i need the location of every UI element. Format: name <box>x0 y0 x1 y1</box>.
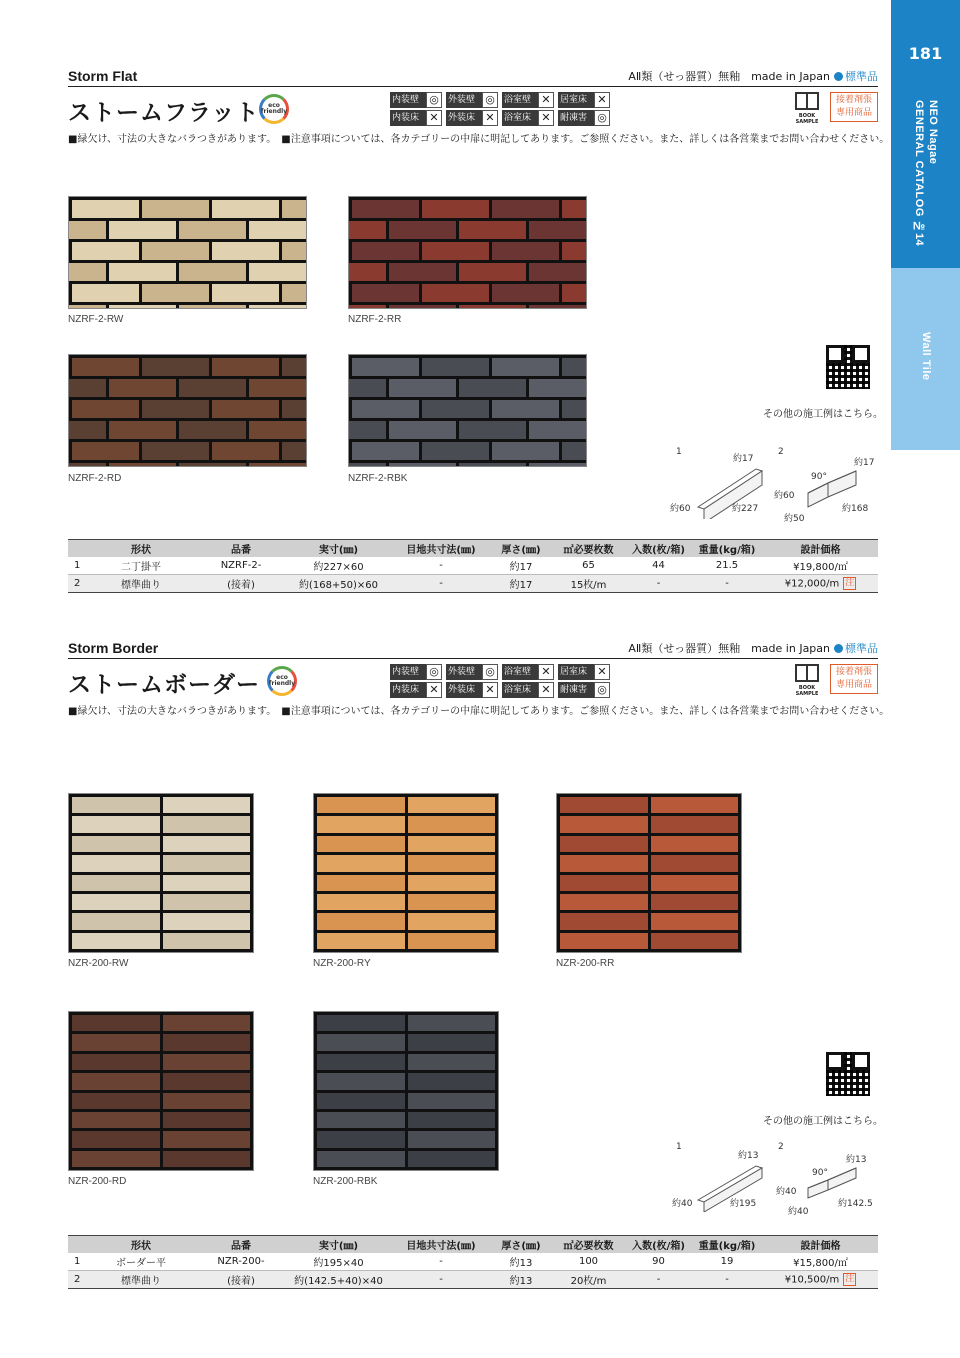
tile-swatch <box>556 793 742 953</box>
border-tile-piece <box>317 1093 405 1109</box>
brick <box>352 284 419 302</box>
usage-item: 内装壁 ◎ <box>390 664 443 680</box>
brick <box>348 463 386 467</box>
tile-code: NZRF-2-RW <box>68 314 124 325</box>
border-tile-piece <box>408 1151 496 1167</box>
brick <box>529 421 588 439</box>
brick <box>389 421 456 439</box>
usage-item: 外装壁 ◎ <box>446 664 499 680</box>
border-tile-piece <box>408 836 496 852</box>
brick <box>282 284 307 302</box>
brick <box>249 263 308 281</box>
brick <box>492 442 559 460</box>
brick <box>389 263 456 281</box>
border-tile-piece <box>317 797 405 813</box>
brick <box>109 463 176 467</box>
border-tile-piece <box>72 1131 160 1147</box>
border-tile-piece <box>72 855 160 871</box>
border-tile-piece <box>72 816 160 832</box>
title-rule <box>68 658 878 659</box>
border-tile-piece <box>163 875 251 891</box>
tile-code: NZRF-2-RD <box>68 473 122 484</box>
brick <box>72 200 139 218</box>
brick <box>529 221 588 239</box>
border-tile-piece <box>317 1112 405 1128</box>
border-tile-piece <box>317 894 405 910</box>
border-tile-piece <box>408 1093 496 1109</box>
brick <box>282 242 307 260</box>
sidebar-category-tab[interactable] <box>891 268 960 450</box>
border-tile-piece <box>163 855 251 871</box>
tile-code: NZRF-2-RR <box>348 314 402 325</box>
brick <box>492 242 559 260</box>
brick <box>109 263 176 281</box>
brick <box>142 442 209 460</box>
qr-note: その他の施工例はこちら。 <box>763 1116 883 1127</box>
brick <box>562 400 587 418</box>
brick <box>109 379 176 397</box>
border-tile-piece <box>72 1112 160 1128</box>
product-jp-title: ストームフラット <box>68 100 260 126</box>
border-tile-piece <box>163 816 251 832</box>
border-tile-piece <box>163 894 251 910</box>
table-row: 1 ボーダー平 NZR-200- 約195×40 - 約13 100 90 19 ¥15,800/㎡ <box>68 1253 878 1271</box>
border-tile-piece <box>651 816 739 832</box>
border-tile-piece <box>408 894 496 910</box>
border-tile-piece <box>317 933 405 949</box>
shape-diagram: 1 2 約17 約60 約227 約17 90° 約60 約168 約50 <box>670 447 875 524</box>
note-mark-icon: 注 <box>845 1274 855 1284</box>
brick <box>352 358 419 376</box>
border-tile-piece <box>651 894 739 910</box>
tile-swatch <box>313 793 499 953</box>
brick <box>459 379 526 397</box>
product-en-title: Storm Border <box>68 640 159 656</box>
brick <box>562 200 587 218</box>
border-tile-piece <box>163 1034 251 1050</box>
sidebar-catalog-tab <box>891 0 960 268</box>
tile-swatch <box>68 1011 254 1171</box>
border-tile-piece <box>317 836 405 852</box>
border-tile-piece <box>408 1054 496 1070</box>
product-note: ■緑欠け、寸法の大きなバラつきがあります。 ■注意事項については、各カテゴリーの中扉に明記してあります。ご参照ください。また、詳しくは各営業までお問い合わせください。 <box>68 706 890 717</box>
border-tile-piece <box>560 816 648 832</box>
border-tile-piece <box>408 816 496 832</box>
brick <box>179 305 246 309</box>
standard-dot-icon <box>834 72 843 81</box>
brick <box>282 442 307 460</box>
brick <box>348 305 386 309</box>
tile-swatch <box>348 196 587 309</box>
usage-item: 耐凍害 ◎ <box>558 110 611 126</box>
brick <box>529 463 588 467</box>
brick <box>459 263 526 281</box>
qr-code-icon[interactable] <box>826 345 870 389</box>
border-tile-piece <box>651 913 739 929</box>
border-tile-piece <box>163 1073 251 1089</box>
brick <box>109 421 176 439</box>
border-tile-piece <box>651 797 739 813</box>
brick <box>68 305 106 309</box>
brick <box>142 200 209 218</box>
brick <box>68 379 106 397</box>
brick <box>212 284 279 302</box>
tile-swatch <box>348 354 587 467</box>
border-tile-piece <box>317 913 405 929</box>
brick <box>562 442 587 460</box>
border-tile-piece <box>163 1151 251 1167</box>
border-tile-piece <box>560 855 648 871</box>
border-tile-piece <box>560 875 648 891</box>
brick <box>142 400 209 418</box>
brick <box>562 242 587 260</box>
table-row: 2 標準曲り (接着) 約(168+50)×60 - 約17 15枚/m - - ¥12,000/m 注 <box>68 575 878 593</box>
eco-friendly-icon: eco friendly <box>259 94 289 124</box>
border-tile-piece <box>163 1093 251 1109</box>
adhesive-only-badge: 接着剤張 専用商品 <box>830 92 878 122</box>
brick <box>422 200 489 218</box>
border-tile-piece <box>560 894 648 910</box>
border-tile-piece <box>163 1131 251 1147</box>
brick <box>459 305 526 309</box>
usage-item: 浴室床 ✕ <box>502 110 555 126</box>
brick <box>179 463 246 467</box>
brick <box>72 242 139 260</box>
table-row: 2 標準曲り (接着) 約(142.5+40)×40 - 約13 20枚/m - - ¥10,500/m 注 <box>68 1271 878 1289</box>
standard-dot-icon <box>834 644 843 653</box>
border-tile-piece <box>72 875 160 891</box>
border-tile-piece <box>72 1093 160 1109</box>
brick <box>282 400 307 418</box>
brick <box>492 200 559 218</box>
border-tile-piece <box>72 1151 160 1167</box>
border-tile-piece <box>651 933 739 949</box>
spec-table <box>68 1235 878 1289</box>
brick <box>389 305 456 309</box>
brick <box>529 305 588 309</box>
border-tile-piece <box>317 1151 405 1167</box>
usage-item: 外装壁 ◎ <box>446 92 499 108</box>
usage-item: 浴室壁 ✕ <box>502 664 555 680</box>
section-storm-border <box>68 640 890 730</box>
page-number: 181 <box>908 44 943 63</box>
border-tile-piece <box>408 1073 496 1089</box>
usage-item: 浴室壁 ✕ <box>502 92 555 108</box>
table-header-row: 形状 品番 実寸(㎜) 目地共寸法(㎜) 厚さ(㎜) ㎡必要枚数 入数(枚/箱) 重量(kg/箱) 設計価格 <box>68 1236 878 1253</box>
usage-grid <box>390 92 611 126</box>
brick <box>212 442 279 460</box>
border-tile-piece <box>408 1034 496 1050</box>
brick <box>68 421 106 439</box>
table-row: 1 二丁掛平 NZRF-2- 約227×60 - 約17 65 44 21.5 ¥19,800/㎡ <box>68 557 878 575</box>
brick <box>389 379 456 397</box>
spec-table <box>68 539 878 593</box>
product-en-title: Storm Flat <box>68 68 138 84</box>
brick <box>142 242 209 260</box>
usage-grid <box>390 664 611 698</box>
border-tile-piece <box>72 836 160 852</box>
adhesive-only-badge: 接着剤張 専用商品 <box>830 664 878 694</box>
table-header-row: 形状 品番 実寸(㎜) 目地共寸法(㎜) 厚さ(㎜) ㎡必要枚数 入数(枚/箱) 重量(kg/箱) 設計価格 <box>68 540 878 557</box>
border-tile-piece <box>317 1131 405 1147</box>
brick <box>212 200 279 218</box>
brick <box>72 284 139 302</box>
border-tile-piece <box>163 1112 251 1128</box>
border-tile-piece <box>163 913 251 929</box>
border-tile-piece <box>560 836 648 852</box>
brick <box>179 263 246 281</box>
brick <box>179 379 246 397</box>
border-tile-piece <box>560 913 648 929</box>
brick <box>422 284 489 302</box>
brick <box>282 358 307 376</box>
qr-note: その他の施工例はこちら。 <box>763 409 883 420</box>
brick <box>492 284 559 302</box>
brick <box>562 284 587 302</box>
brick <box>529 263 588 281</box>
border-tile-piece <box>317 875 405 891</box>
brick <box>72 442 139 460</box>
border-tile-piece <box>72 1015 160 1031</box>
product-note: ■緑欠け、寸法の大きなバラつきがあります。 ■注意事項については、各カテゴリーの中扉に明記してあります。ご参照ください。また、詳しくは各営業までお問い合わせください。 <box>68 134 890 145</box>
brick <box>249 221 308 239</box>
brick <box>68 221 106 239</box>
brick <box>389 463 456 467</box>
border-tile-piece <box>163 1054 251 1070</box>
shape-diagram: 1 2 約13 約40 約195 約13 90° 約40 約142.5 約40 <box>672 1142 873 1217</box>
border-tile-piece <box>408 1112 496 1128</box>
book-sample-icon: BOOK SAMPLE <box>789 664 825 696</box>
brick <box>422 400 489 418</box>
border-tile-piece <box>163 933 251 949</box>
border-tile-piece <box>72 797 160 813</box>
tile-code: NZRF-2-RBK <box>348 473 408 484</box>
border-tile-piece <box>72 913 160 929</box>
border-tile-piece <box>72 1073 160 1089</box>
border-tile-piece <box>651 875 739 891</box>
border-tile-piece <box>163 797 251 813</box>
tile-swatch <box>68 793 254 953</box>
brick <box>492 400 559 418</box>
brick <box>348 379 386 397</box>
product-spec: AⅡ類（せっ器質）無釉 made in Japan <box>628 70 830 83</box>
brick <box>422 358 489 376</box>
border-tile-piece <box>408 1131 496 1147</box>
usage-item: 内装壁 ◎ <box>390 92 443 108</box>
product-spec: AⅡ類（せっ器質）無釉 made in Japan <box>628 642 830 655</box>
border-tile-piece <box>408 855 496 871</box>
brick <box>352 442 419 460</box>
usage-item: 居室床 ✕ <box>558 664 611 680</box>
brick <box>492 358 559 376</box>
brick <box>352 400 419 418</box>
usage-item: 浴室床 ✕ <box>502 682 555 698</box>
tile-swatch <box>313 1011 499 1171</box>
tile-code: NZR-200-RD <box>68 1176 127 1187</box>
tile-code: NZR-200-RY <box>313 958 371 969</box>
brick <box>212 358 279 376</box>
catalog-name: NEO Nagae <box>927 100 939 165</box>
border-tile-piece <box>163 836 251 852</box>
brick <box>68 263 106 281</box>
tile-code: NZR-200-RBK <box>313 1176 378 1187</box>
border-tile-piece <box>317 816 405 832</box>
brick <box>249 305 308 309</box>
brick <box>348 421 386 439</box>
usage-item: 外装床 ✕ <box>446 110 499 126</box>
brick <box>249 421 308 439</box>
usage-item: 外装床 ✕ <box>446 682 499 698</box>
brick <box>179 221 246 239</box>
brick <box>389 221 456 239</box>
brick <box>68 463 106 467</box>
brick <box>72 358 139 376</box>
border-tile-piece <box>72 1054 160 1070</box>
border-tile-piece <box>163 1015 251 1031</box>
brick <box>422 242 489 260</box>
brick <box>249 379 308 397</box>
brick <box>212 242 279 260</box>
tile-swatch <box>68 196 307 309</box>
brick <box>348 221 386 239</box>
brick <box>459 463 526 467</box>
border-tile-piece <box>408 797 496 813</box>
product-meta <box>628 640 878 656</box>
brick <box>72 400 139 418</box>
border-tile-piece <box>72 1034 160 1050</box>
brick <box>562 358 587 376</box>
tile-code: NZR-200-RR <box>556 958 615 969</box>
standard-label: 標準品 <box>845 70 878 83</box>
border-tile-piece <box>317 855 405 871</box>
brick <box>212 400 279 418</box>
brick <box>529 379 588 397</box>
tile-code: NZR-200-RW <box>68 958 129 969</box>
catalog-sidebar <box>891 0 960 450</box>
brick <box>109 221 176 239</box>
section-storm-flat <box>68 68 890 158</box>
brick <box>142 284 209 302</box>
border-tile-piece <box>317 1034 405 1050</box>
border-tile-piece <box>72 894 160 910</box>
brick <box>249 463 308 467</box>
border-tile-piece <box>560 933 648 949</box>
border-tile-piece <box>408 875 496 891</box>
brick <box>179 421 246 439</box>
brick <box>422 442 489 460</box>
brick <box>352 242 419 260</box>
border-tile-piece <box>408 1015 496 1031</box>
standard-label: 標準品 <box>845 642 878 655</box>
border-tile-piece <box>317 1054 405 1070</box>
border-tile-piece <box>317 1073 405 1089</box>
border-tile-piece <box>408 913 496 929</box>
title-rule <box>68 86 878 87</box>
catalog-number: GENERAL CATALOG №14 <box>913 100 925 247</box>
border-tile-piece <box>317 1015 405 1031</box>
border-tile-piece <box>72 933 160 949</box>
border-tile-piece <box>651 836 739 852</box>
brick <box>282 200 307 218</box>
brick <box>459 421 526 439</box>
border-tile-piece <box>408 933 496 949</box>
tile-swatch <box>68 354 307 467</box>
border-tile-piece <box>651 855 739 871</box>
product-jp-title: ストームボーダー <box>68 672 260 698</box>
brick <box>348 263 386 281</box>
product-meta <box>628 68 878 84</box>
category-label: Wall Tile <box>920 332 932 381</box>
brick <box>142 358 209 376</box>
note-mark-icon: 注 <box>845 578 855 588</box>
qr-code-icon[interactable] <box>826 1052 870 1096</box>
border-tile-piece <box>560 797 648 813</box>
usage-item: 内装床 ✕ <box>390 682 443 698</box>
eco-friendly-icon: eco friendly <box>267 666 297 696</box>
brick <box>109 305 176 309</box>
usage-item: 内装床 ✕ <box>390 110 443 126</box>
brick <box>352 200 419 218</box>
usage-item: 耐凍害 ◎ <box>558 682 611 698</box>
usage-item: 居室床 ✕ <box>558 92 611 108</box>
book-sample-icon: BOOK SAMPLE <box>789 92 825 124</box>
brick <box>459 221 526 239</box>
